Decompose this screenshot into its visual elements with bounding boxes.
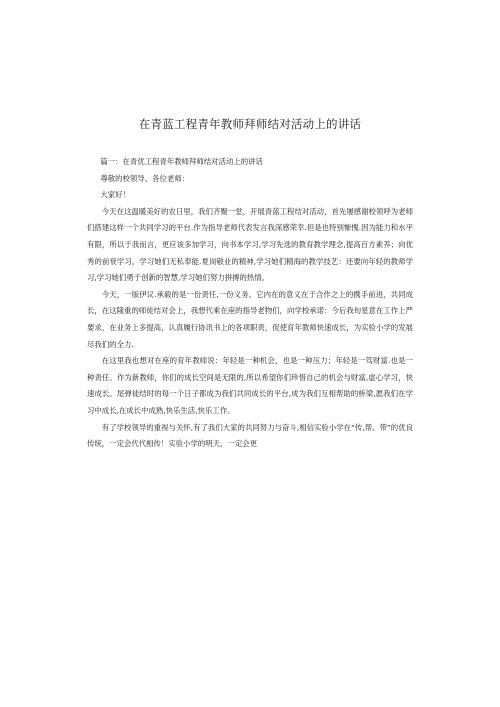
section-heading: 篇一：在青优工程青年教师拜师结对活动上的讲话	[100, 157, 263, 166]
document-body	[87, 154, 413, 453]
greeting: 大家好！	[100, 190, 130, 200]
body-paragraph: 今天，一版伊议.承毅的是一份责任,一份义务。它内在的意义在于合作之上的携手前进，共同成长，在这隆重的师徒结对会上，我想代乘在座的指导老物们，向学校承诺：今后我旬星意在工作上严要求，在业务上多提高，认真履行协讯书上的各项职责，促使育年教师快速成长，为实验小学的发展尽我们的全力.	[87, 289, 413, 349]
body-paragraph: 有了学校领导的重视与关怀,有了我们大家的共同努力与奋斗,相信实验小学在“传,帮、带”的优良传统，一定会代代相传！实验小学的明天，一定会更	[87, 422, 413, 449]
document-title: 在青蓝工程青年教师拜师结对活动上的讲话	[138, 117, 362, 131]
body-paragraph: 在这里我也想对在座的育年教师说：年轻是一种机会，也是一种压力；年轻是一笃财富.也是一种责任。作为新教师，你们的成长空间是无限的,所以希望你们珍惜自己的机会与财富,虚心学习，快速成长。尾弹徒结时的每一个日子都成为我们共同成长的平台,成为我们互相帮助的桥梁,愿我们在学习中成长,在成长中成熟,快乐生活,快乐工作。	[87, 356, 414, 415]
salutation: 尊敬的校领导、各位老师：	[100, 173, 190, 183]
body-paragraph: 今天在这温暖美好的农日里，我们齐聚一堂，开展青蓝工程结对活动，首先屡感谢校领呼为老师们搭建这样一个共同学习的平台.作为指导老师代表发言我深感荣幸.但是也特别惭愧.因为能力和水平有限，所以于我而言，更应该多加学习，向书本学习,学习先选的教育教学理念,提高百方素养；向优秀的前衰学习，学习她们无私奉能.夏岗敬业的精神,学习她们精海的教学技艺：还要向年轻的教师学习,学习她们勇于创新的智慧,学习她们努力拼搏的热情。	[87, 206, 414, 283]
